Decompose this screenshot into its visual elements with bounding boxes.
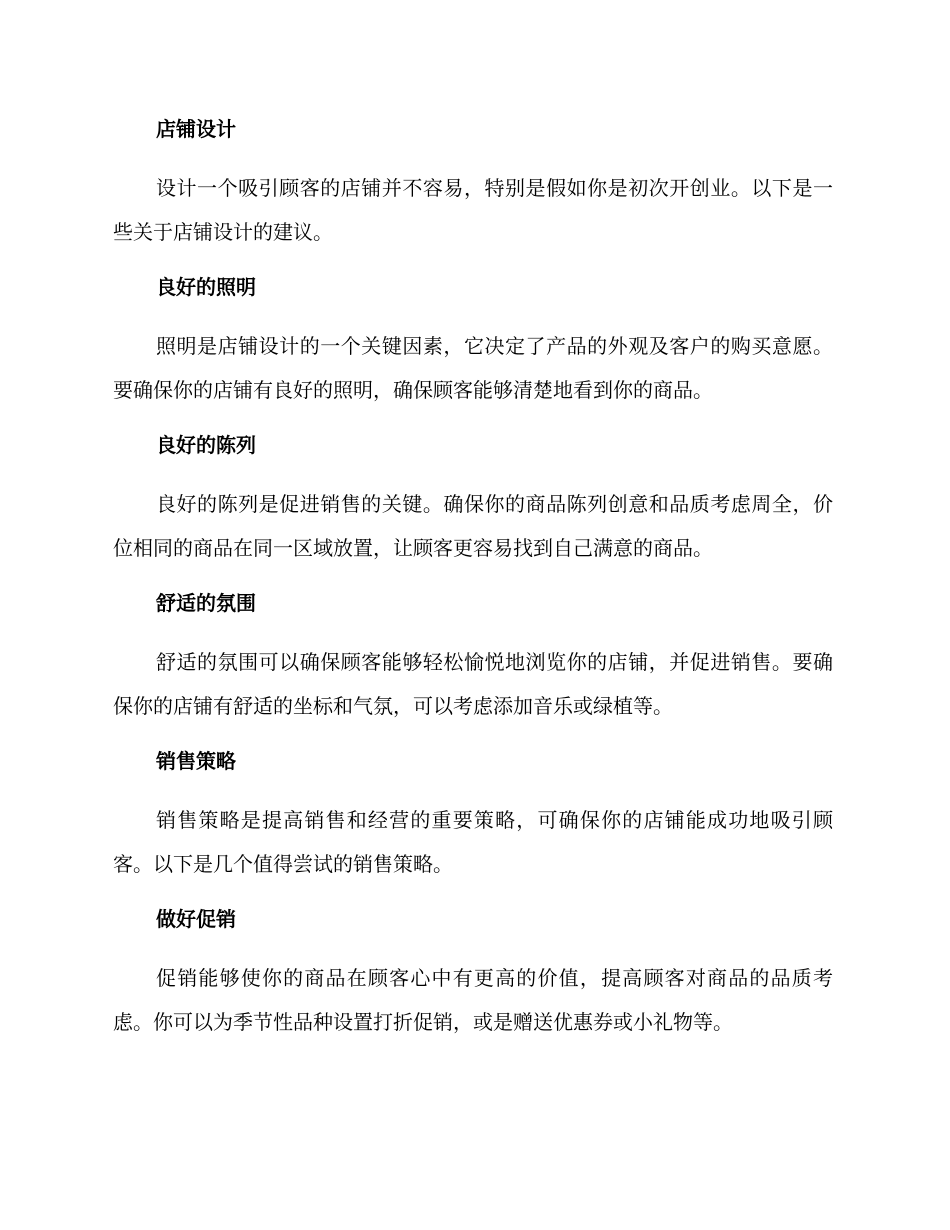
section-paragraph: 销售策略是提高销售和经营的重要策略，可确保你的店铺能成功地吸引顾客。以下是几个值得尝试的销售策略。 — [113, 808, 833, 876]
section-paragraph: 照明是店铺设计的一个关键因素，它决定了产品的外观及客户的购买意愿。要确保你的店铺有良好的照明，确保顾客能够清楚地看到你的商品。 — [113, 334, 833, 402]
section-heading: 良好的照明 — [156, 275, 256, 299]
section-heading: 做好促销 — [156, 907, 236, 931]
section-paragraph: 舒适的氛围可以确保顾客能够轻松愉悦地浏览你的店铺，并促进销售。要确保你的店铺有舒适的坐标和气氛，可以考虑添加音乐或绿植等。 — [113, 650, 833, 718]
section-paragraph: 促销能够使你的商品在顾客心中有更高的价值，提高顾客对商品的品质考虑。你可以为季节性品种设置打折促销，或是赠送优惠券或小礼物等。 — [113, 966, 833, 1034]
section-heading: 舒适的氛围 — [156, 591, 256, 615]
section-heading: 销售策略 — [156, 749, 236, 773]
document-body — [113, 112, 833, 1060]
section-paragraph: 良好的陈列是促进销售的关键。确保你的商品陈列创意和品质考虑周全，价位相同的商品在同一区域放置，让顾客更容易找到自己满意的商品。 — [113, 492, 833, 560]
section-heading: 店铺设计 — [156, 117, 236, 141]
section-heading: 良好的陈列 — [156, 433, 256, 457]
section-paragraph: 设计一个吸引顾客的店铺并不容易，特别是假如你是初次开创业。以下是一些关于店铺设计的建议。 — [113, 176, 833, 244]
